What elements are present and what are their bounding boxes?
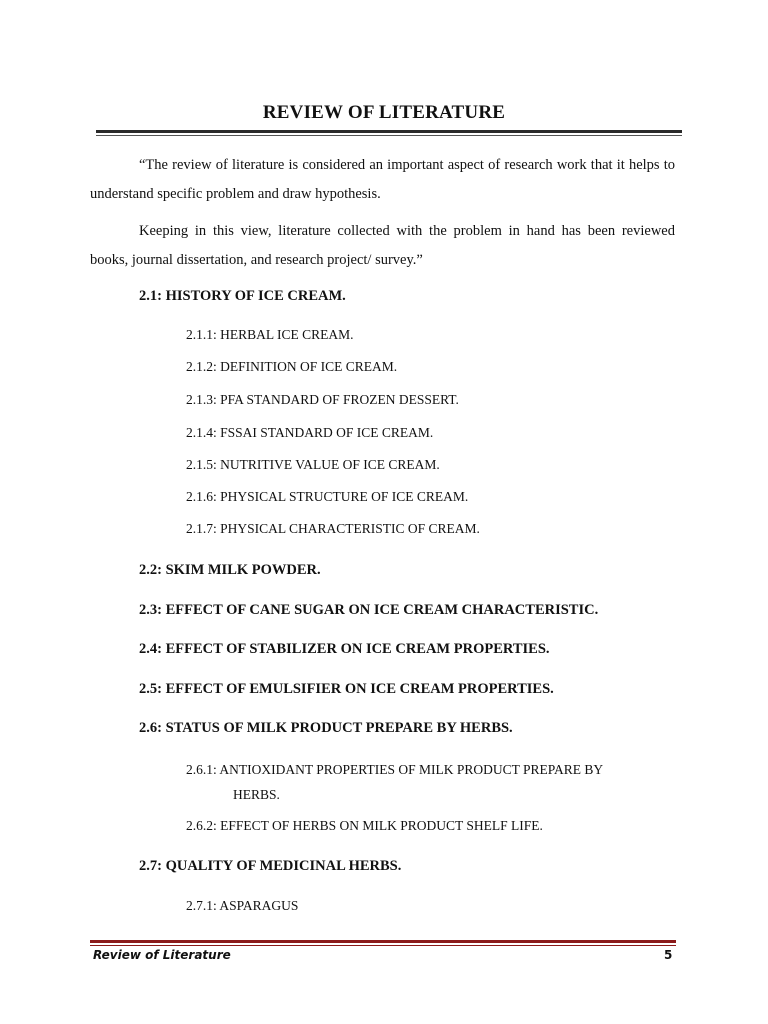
subsection-2-1-2: 2.1.2: DEFINITION OF ICE CREAM. xyxy=(186,359,398,374)
section-heading-2-4: 2.4: EFFECT OF STABILIZER ON ICE CREAM PROPERTIES. xyxy=(139,641,550,657)
title-underline-thin xyxy=(96,135,682,136)
subsection-2-1-1: 2.1.1: HERBAL ICE CREAM. xyxy=(186,327,354,342)
subsection-2-6-1 xyxy=(186,757,676,807)
section-heading-2-7: 2.7: QUALITY OF MEDICINAL HERBS. xyxy=(139,858,402,874)
subsection-2-6-1-line1: 2.6.1: ANTIOXIDANT PROPERTIES OF MILK PRODUCT PREPARE BY xyxy=(186,762,604,777)
section-heading-2-1: 2.1: HISTORY OF ICE CREAM. xyxy=(139,288,346,304)
subsection-2-6-2: 2.6.2: EFFECT OF HERBS ON MILK PRODUCT SHELF LIFE. xyxy=(186,818,543,833)
subsection-2-1-3: 2.1.3: PFA STANDARD OF FROZEN DESSERT. xyxy=(186,392,459,407)
subsection-2-1-5: 2.1.5: NUTRITIVE VALUE OF ICE CREAM. xyxy=(186,457,440,472)
subsection-2-6-1-line2: HERBS. xyxy=(233,787,280,802)
page-number: 5 xyxy=(664,948,673,962)
subsection-2-1-4: 2.1.4: FSSAI STANDARD OF ICE CREAM. xyxy=(186,425,434,440)
page-title: REVIEW OF LITERATURE xyxy=(262,102,506,123)
section-heading-2-6: 2.6: STATUS OF MILK PRODUCT PREPARE BY HERBS. xyxy=(139,720,513,736)
title-underline-thick xyxy=(96,130,682,133)
footer-running-title: Review of Literature xyxy=(93,948,231,962)
footer-rule-thick xyxy=(90,940,676,943)
subsection-2-7-1: 2.7.1: ASPARAGUS xyxy=(186,898,299,913)
intro-paragraph-2: Keeping in this view, literature collected with the problem in hand has been reviewed books, journal dissertation, and research project/ survey.” xyxy=(90,223,675,268)
subsection-2-1-6: 2.1.6: PHYSICAL STRUCTURE OF ICE CREAM. xyxy=(186,489,469,504)
section-heading-2-2: 2.2: SKIM MILK POWDER. xyxy=(139,562,321,578)
intro-paragraph-1: “The review of literature is considered an important aspect of research work that it helps to understand specific problem and draw hypothesis. xyxy=(90,157,675,202)
subsection-2-1-7: 2.1.7: PHYSICAL CHARACTERISTIC OF CREAM. xyxy=(186,521,480,536)
section-heading-2-5: 2.5: EFFECT OF EMULSIFIER ON ICE CREAM PROPERTIES. xyxy=(139,681,554,697)
section-heading-2-3: 2.3: EFFECT OF CANE SUGAR ON ICE CREAM CHARACTERISTIC. xyxy=(139,602,599,618)
footer-rule-thin xyxy=(90,945,676,946)
